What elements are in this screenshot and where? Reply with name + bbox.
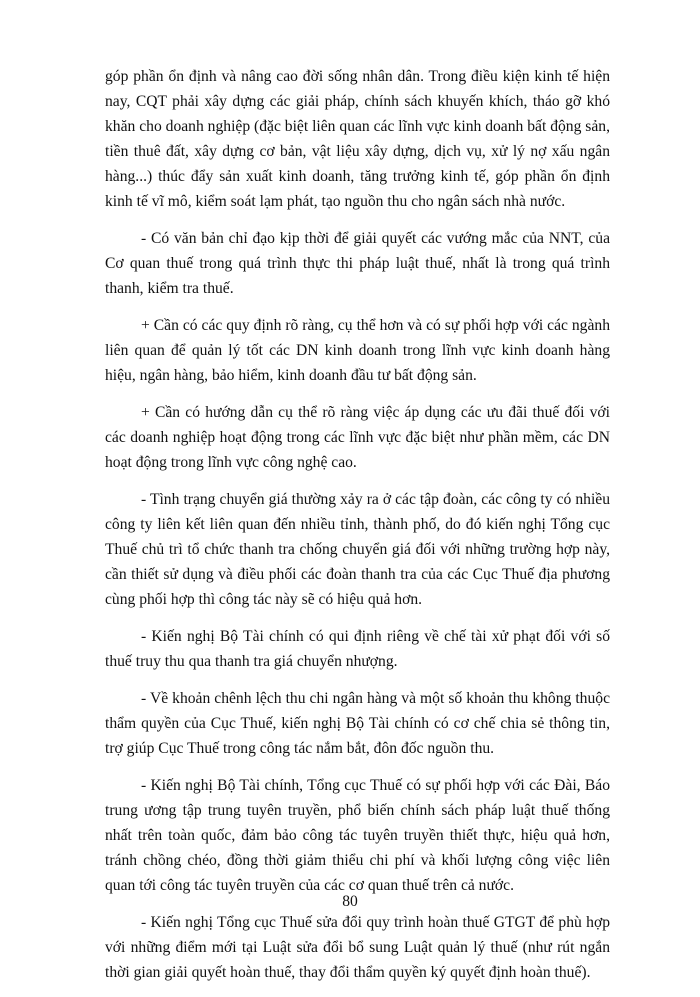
- page-number: 80: [342, 893, 358, 910]
- paragraph-penalty-regulation: - Kiến nghị Bộ Tài chính có qui định riêng về chế tài xử phạt đối với số thuế truy thu qua thanh tra giá chuyển nhượng.: [105, 628, 610, 670]
- document-body: [105, 64, 610, 997]
- paragraph-guidance-documents: - Có văn bản chỉ đạo kịp thời để giải quyết các vướng mắc của NNT, của Cơ quan thuế trong quá trình thực thi pháp luật thuế, nhất là trong quá trình thanh, kiểm tra thuế.: [105, 230, 610, 297]
- paragraph-continuation: góp phần ổn định và nâng cao đời sống nhân dân. Trong điều kiện kinh tế hiện nay, CQT phải xây dựng các giải pháp, chính sách khuyến khích, tháo gỡ khó khăn cho doanh nghiệp (đặc biệt liên quan các lĩnh vực kinh doanh bất động sản, tiền thuê đất, xây dựng cơ bản, vật liệu xây dựng, dịch vụ, xử lý nợ xấu ngân hàng...) thúc đẩy sản xuất kinh doanh, tăng trưởng kinh tế, góp phần ổn định kinh tế vĩ mô, kiểm soát lạm phát, tạo nguồn thu cho ngân sách nhà nước.: [105, 68, 610, 210]
- paragraph-tax-incentives: + Cần có hướng dẫn cụ thể rõ ràng việc áp dụng các ưu đãi thuế đối với các doanh nghiệp hoạt động trong các lĩnh vực đặc biệt như phần mềm, các DN hoạt động trong lĩnh vực công nghệ cao.: [105, 404, 610, 471]
- paragraph-clear-regulations: + Cần có các quy định rõ ràng, cụ thể hơn và có sự phối hợp với các ngành liên quan để quản lý tốt các DN kinh doanh trong lĩnh vực kinh doanh hàng hiệu, ngân hàng, bảo hiểm, kinh doanh đầu tư bất động sản.: [105, 317, 610, 384]
- paragraph-transfer-pricing: - Tình trạng chuyển giá thường xảy ra ở các tập đoàn, các công ty có nhiều công ty liên kết liên quan đến nhiều tỉnh, thành phố, do đó kiến nghị Tổng cục Thuế chủ trì tổ chức thanh tra chống chuyển giá đối với những trường hợp này, cần thiết sử dụng và điều phối các đoàn thanh tra của các Cục Thuế địa phương cùng phối hợp thì công tác này sẽ có hiệu quả hơn.: [105, 491, 610, 608]
- paragraph-bank-revenue: - Về khoản chênh lệch thu chi ngân hàng và một số khoản thu không thuộc thẩm quyền của Cục Thuế, kiến nghị Bộ Tài chính có cơ chế chia sẻ thông tin, trợ giúp Cục Thuế trong công tác nắm bắt, đôn đốc nguồn thu.: [105, 690, 610, 757]
- paragraph-vat-refund: - Kiến nghị Tổng cục Thuế sửa đổi quy trình hoàn thuế GTGT để phù hợp với những điểm mới tại Luật sửa đổi bổ sung Luật quản lý thuế (như rút ngắn thời gian giải quyết hoàn thuế, thay đổi thẩm quyền ký quyết định hoàn thuế).: [105, 914, 610, 981]
- paragraph-media-propaganda: - Kiến nghị Bộ Tài chính, Tổng cục Thuế có sự phối hợp với các Đài, Báo trung ương tập trung tuyên truyền, phổ biến chính sách pháp luật thuế thống nhất trên toàn quốc, đảm bảo công tác tuyên truyền thiết thực, hiệu quả hơn, tránh chồng chéo, đồng thời giảm thiểu chi phí và khối lượng công việc liên quan tới công tác tuyên truyền của các cơ quan thuế trên cả nước.: [105, 777, 610, 894]
